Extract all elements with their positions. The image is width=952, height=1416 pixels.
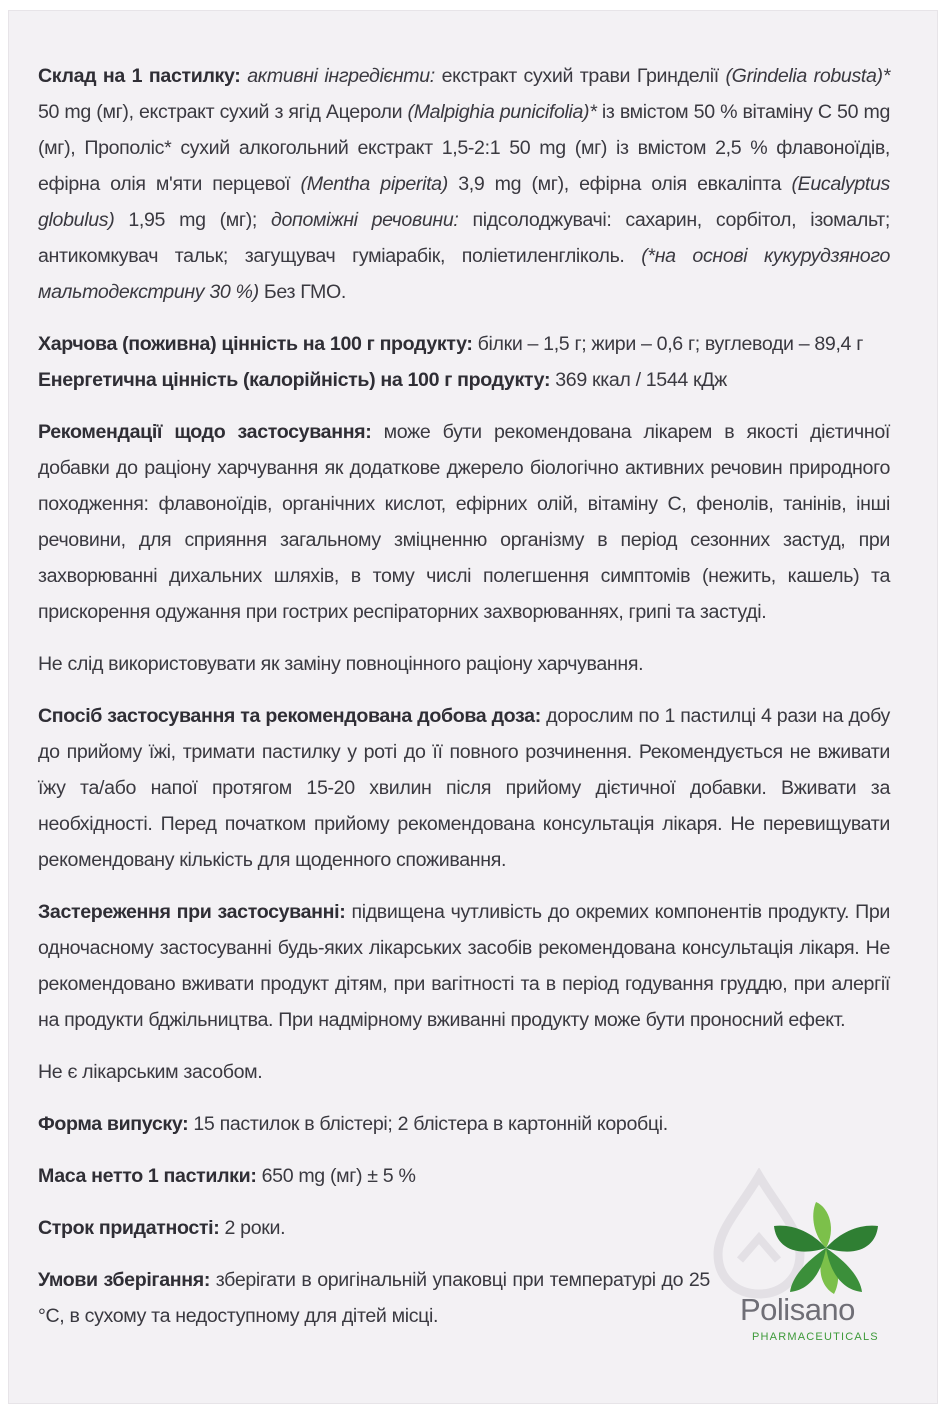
composition-label: Склад на 1 пастилку:: [38, 65, 241, 87]
excipients-label: допоміжні речовини:: [270, 209, 459, 231]
energy-line: [38, 362, 890, 398]
composition-footnote: (*на основі кукурудзяного мальтодекстрину 30 %): [38, 245, 890, 303]
grindelia-name: (Grindelia robusta)*: [725, 65, 890, 87]
dosage-section: [38, 698, 890, 878]
warnings-text: підвищена чутливість до окремих компонентів продукту. При одночасному застосуванні будь-яких лікарських засобів рекомендована консультація лікаря. Не рекомендовано вживати продукт дітям, при вагітності та в період годування груддю, при алергії на продукти бджільництва. При надмірному вживанні продукту може бути проносний ефект.: [38, 901, 890, 1031]
nutrition-value: білки – 1,5 г; жири – 0,6 г; вуглеводи – 89,4 г: [472, 333, 863, 355]
active-ingredients-label: активні інгредієнти:: [247, 65, 435, 87]
net-mass-text: 650 mg (мг) ± 5 %: [256, 1165, 416, 1187]
leaf-cross-logo-icon: [770, 1200, 882, 1296]
shelf-life-text: 2 роки.: [219, 1217, 286, 1239]
eucalyptus-name: (Eucalyptus globulus): [38, 173, 890, 231]
net-mass-label: Маса нетто 1 пастилки:: [38, 1165, 257, 1187]
dosage-text: дорослим по 1 пастилці 4 рази на добу до прийому їжі, тримати пастилку у роті до її повного розчинення. Рекомендується не вживати їжу та/або напої протягом 15-20 хвилин після прийому дієтичної добавки. Вживати за необхідності. Перед початком прийому рекомендована консультація лікаря. Не перевищувати рекомендовану кількість для щоденного споживання.: [38, 705, 890, 871]
shelf-life-label: Строк придатності:: [38, 1217, 220, 1239]
dosage-label: Спосіб застосування та рекомендована добова доза:: [38, 705, 541, 727]
logo-name: Polisano: [740, 1292, 855, 1327]
energy-label: Енергетична цінність (калорійність) на 100 г продукту:: [38, 369, 551, 391]
mentha-name: (Mentha piperita): [300, 173, 448, 195]
not-medicine-note: Не є лікарським засобом.: [38, 1061, 263, 1083]
release-form-line: [38, 1106, 890, 1142]
storage-text: зберігати в оригінальній упаковці при температурі до 25 °С, в сухому та недоступному для дітей місці.: [38, 1269, 710, 1327]
storage-label: Умови зберігання:: [38, 1269, 211, 1291]
warnings-label: Застереження при застосуванні:: [38, 901, 346, 923]
recommendations-label: Рекомендації щодо застосування:: [38, 421, 372, 443]
recommendations-section: [38, 414, 890, 630]
energy-value: 369 ккал / 1544 кДж: [550, 369, 727, 391]
not-replacement-note: Не слід використовувати як заміну повноцінного раціону харчування.: [38, 653, 644, 675]
release-form-text: 15 пастилок в блістері; 2 блістера в картонній коробці.: [188, 1113, 668, 1135]
recommendations-text: може бути рекомендована лікарем в якості дієтичної добавки до раціону харчування як додаткове джерело біологічно активних речовин природного походження: флавоноїдів, органічних кислот, ефірних олій, вітаміну С, фенолів, танінів, інші речовини, для сприяння загальному зміцненню організму в період сезонних застуд, при захворюванні дихальних шляхів, в тому числі полегшення симптомів (нежить, кашель) та прискорення одужання при гострих респіраторних захворюваннях, грипі та застуді.: [38, 421, 890, 623]
nutrition-line: [38, 326, 890, 362]
release-form-label: Форма випуску:: [38, 1113, 189, 1135]
warnings-section: [38, 894, 890, 1038]
composition-section: Склад на 1 пастилку: активні інгредієнти: екстракт сухий трави Гринделії (Grindelia robusta)* 50 mg (мг), екстракт сухий з ягід Ацероли (Malpighia punicifolia)* із вмістом 50 % вітаміну С 50 mg (мг), Прополіс* сухий алкогольний екстракт 1,5-2:1 50 mg (мг) із вмістом 2,5 % флавоноїдів, ефірна олія м'яти перцевої (Mentha piperita) 3,9 mg (мг), ефірна олія евкаліпта (Eucalyptus globulus) 1,95 mg (мг); допоміжні речовини: підсолоджувачі: сахарин, сорбітол, ізомальт; антикомкувач тальк; загущувач гуміарабік, поліетиленгліколь. (*на основі кукурудзяного мальтодекстрину 30 %) Без ГМО.: [38, 65, 890, 303]
nutrition-label: Харчова (поживна) цінність на 100 г продукту:: [38, 333, 473, 355]
package-text: [38, 58, 890, 1350]
malpighia-name: (Malpighia punicifolia)*: [407, 101, 597, 123]
logo-subtitle: PHARMACEUTICALS: [752, 1331, 879, 1343]
storage-section: [38, 1262, 710, 1334]
